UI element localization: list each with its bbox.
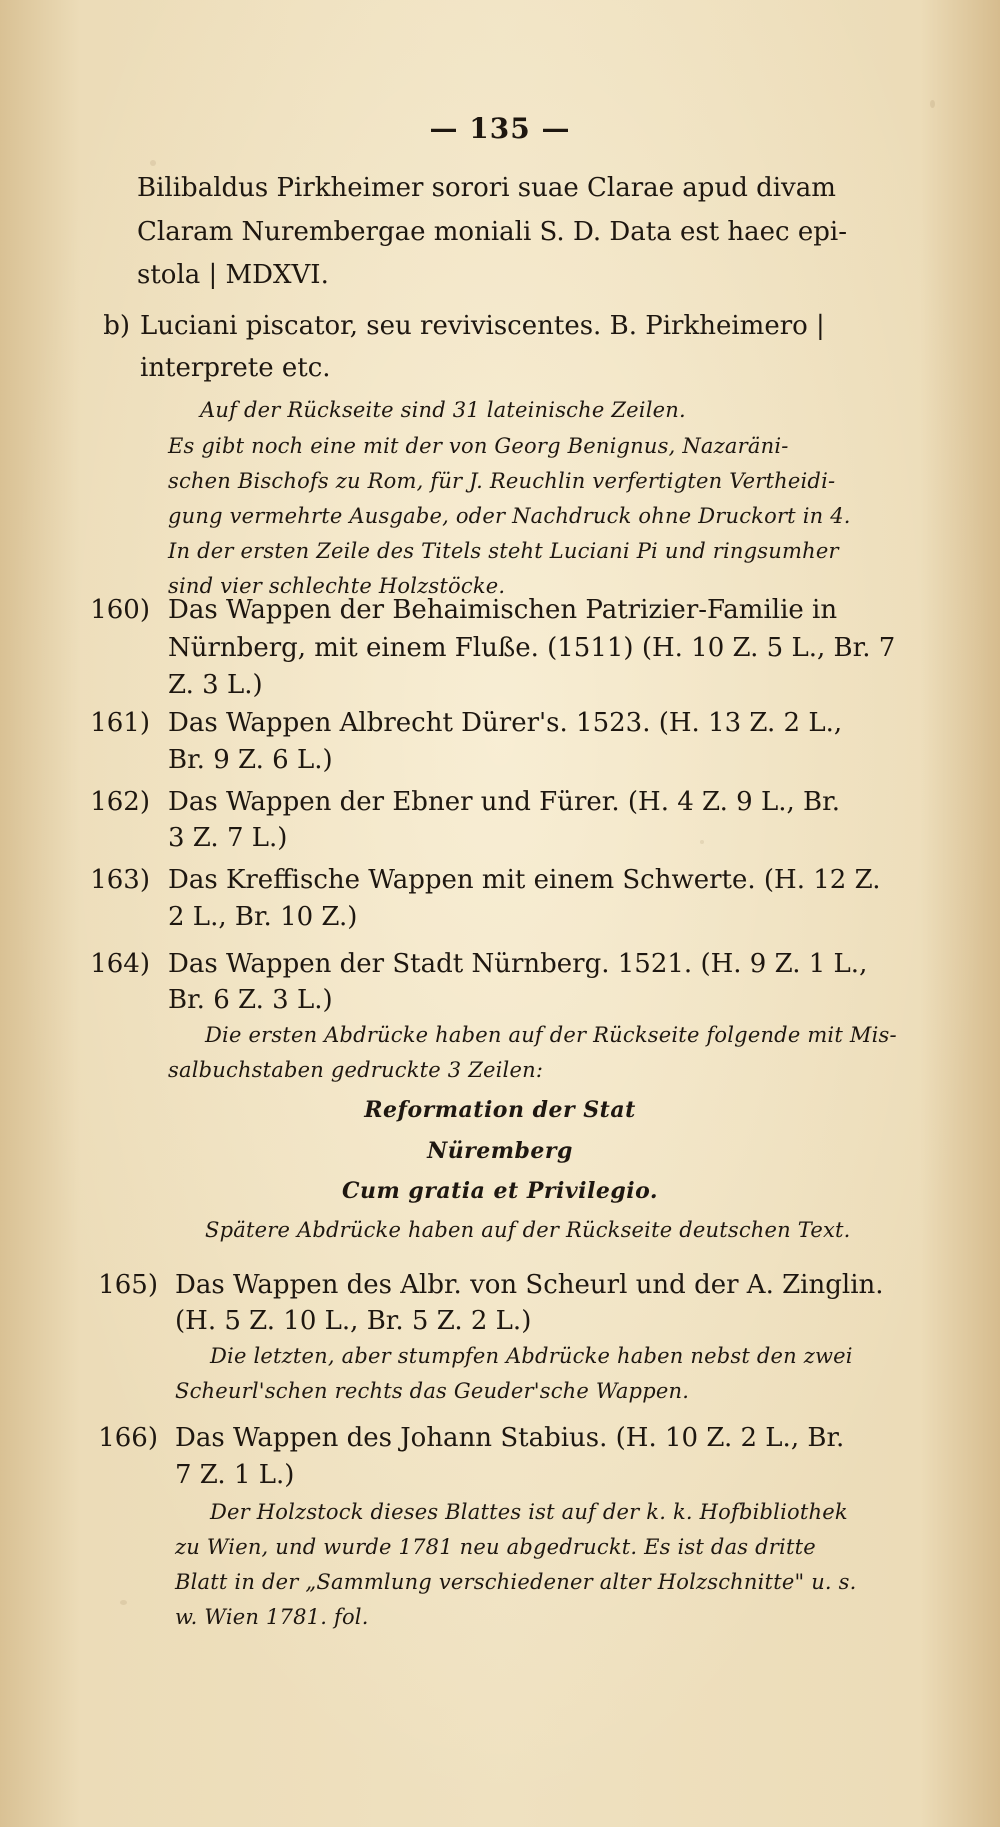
item-b-line: Luciani piscator, seu reviviscentes. B. Pirkheimero |	[140, 311, 825, 341]
entry-note-line: Die letzten, aber stumpfen Abdrücke haben nebst den zwei	[210, 1344, 853, 1368]
foxing-spot	[700, 840, 704, 844]
entry-line: Br. 6 Z. 3 L.)	[168, 985, 333, 1015]
entry-line: Das Wappen des Albr. von Scheurl und der A. Zinglin.	[175, 1270, 884, 1300]
entry-line: Br. 9 Z. 6 L.)	[168, 745, 333, 775]
entry-number: 165)	[98, 1270, 158, 1300]
item-b-note-line: sind vier schlechte Holzstöcke.	[168, 574, 506, 598]
entry-number: 164)	[90, 949, 150, 979]
intro-line: Claram Nurembergae moniali S. D. Data est haec epi-	[137, 217, 847, 247]
entry-note-line: salbuchstaben gedruckte 3 Zeilen:	[168, 1058, 544, 1082]
entry-line: Das Wappen der Stadt Nürnberg. 1521. (H. 9 Z. 1 L.,	[168, 949, 868, 979]
foxing-spot	[930, 100, 935, 108]
entry-line: Das Wappen der Behaimischen Patrizier-Familie in	[168, 595, 838, 625]
entry-line: Das Wappen der Ebner und Fürer. (H. 4 Z. 9 L., Br.	[168, 787, 840, 817]
reformation-line: Reformation der Stat	[364, 1097, 636, 1123]
entry-number: 162)	[90, 787, 150, 817]
item-b-note-line: Es gibt noch eine mit der von Georg Benignus, Nazaräni-	[168, 434, 789, 458]
entry-number: 166)	[98, 1423, 158, 1453]
entry-note-line: Die ersten Abdrücke haben auf der Rückseite folgende mit Mis-	[205, 1023, 897, 1047]
entry-line: Nürnberg, mit einem Fluße. (1511) (H. 10 Z. 5 L., Br. 7	[168, 633, 896, 663]
item-b-note-line: gung vermehrte Ausgabe, oder Nachdruck ohne Druckort in 4.	[168, 504, 851, 528]
entry-note-line: Spätere Abdrücke haben auf der Rückseite deutschen Text.	[205, 1218, 851, 1242]
entry-number: 161)	[90, 708, 150, 738]
entry-number: 163)	[90, 865, 150, 895]
item-b-mark: b)	[103, 311, 130, 341]
entry-line: 3 Z. 7 L.)	[168, 823, 288, 853]
entry-note-line: Scheurl'schen rechts das Geuder'sche Wappen.	[175, 1379, 690, 1403]
page-number: — 135 —	[429, 112, 571, 145]
entry-number: 160)	[90, 595, 150, 625]
entry-note-line: Blatt in der „Sammlung verschiedener alter Holzschnitte" u. s.	[175, 1570, 857, 1594]
item-b-line: interprete etc.	[140, 353, 331, 383]
reformation-line: Cum gratia et Privilegio.	[341, 1178, 659, 1204]
item-b-note-line: In der ersten Zeile des Titels steht Luciani Pi und ringsumher	[168, 539, 839, 563]
entry-line: Das Wappen Albrecht Dürer's. 1523. (H. 13 Z. 2 L.,	[168, 708, 843, 738]
entry-note-line: zu Wien, und wurde 1781 neu abgedruckt. Es ist das dritte	[175, 1535, 816, 1559]
entry-line: Das Kreffische Wappen mit einem Schwerte. (H. 12 Z.	[168, 865, 881, 895]
item-b-note-line: schen Bischofs zu Rom, für J. Reuchlin verfertigten Vertheidi-	[168, 469, 836, 493]
foxing-spot	[150, 160, 156, 166]
entry-line: Z. 3 L.)	[168, 670, 263, 700]
item-b-note-line: Auf der Rückseite sind 31 lateinische Zeilen.	[200, 398, 686, 422]
entry-line: Das Wappen des Johann Stabius. (H. 10 Z. 2 L., Br.	[175, 1423, 845, 1453]
intro-line: stola | MDXVI.	[137, 260, 329, 290]
foxing-spot	[120, 1600, 127, 1605]
intro-line: Bilibaldus Pirkheimer sorori suae Clarae apud divam	[137, 173, 836, 203]
entry-line: (H. 5 Z. 10 L., Br. 5 Z. 2 L.)	[175, 1306, 532, 1336]
entry-note-line: Der Holzstock dieses Blattes ist auf der k. k. Hofbibliothek	[210, 1500, 848, 1524]
reformation-line: Nüremberg	[427, 1138, 573, 1164]
entry-line: 7 Z. 1 L.)	[175, 1460, 295, 1490]
entry-note-line: w. Wien 1781. fol.	[175, 1605, 369, 1629]
entry-line: 2 L., Br. 10 Z.)	[168, 902, 358, 932]
